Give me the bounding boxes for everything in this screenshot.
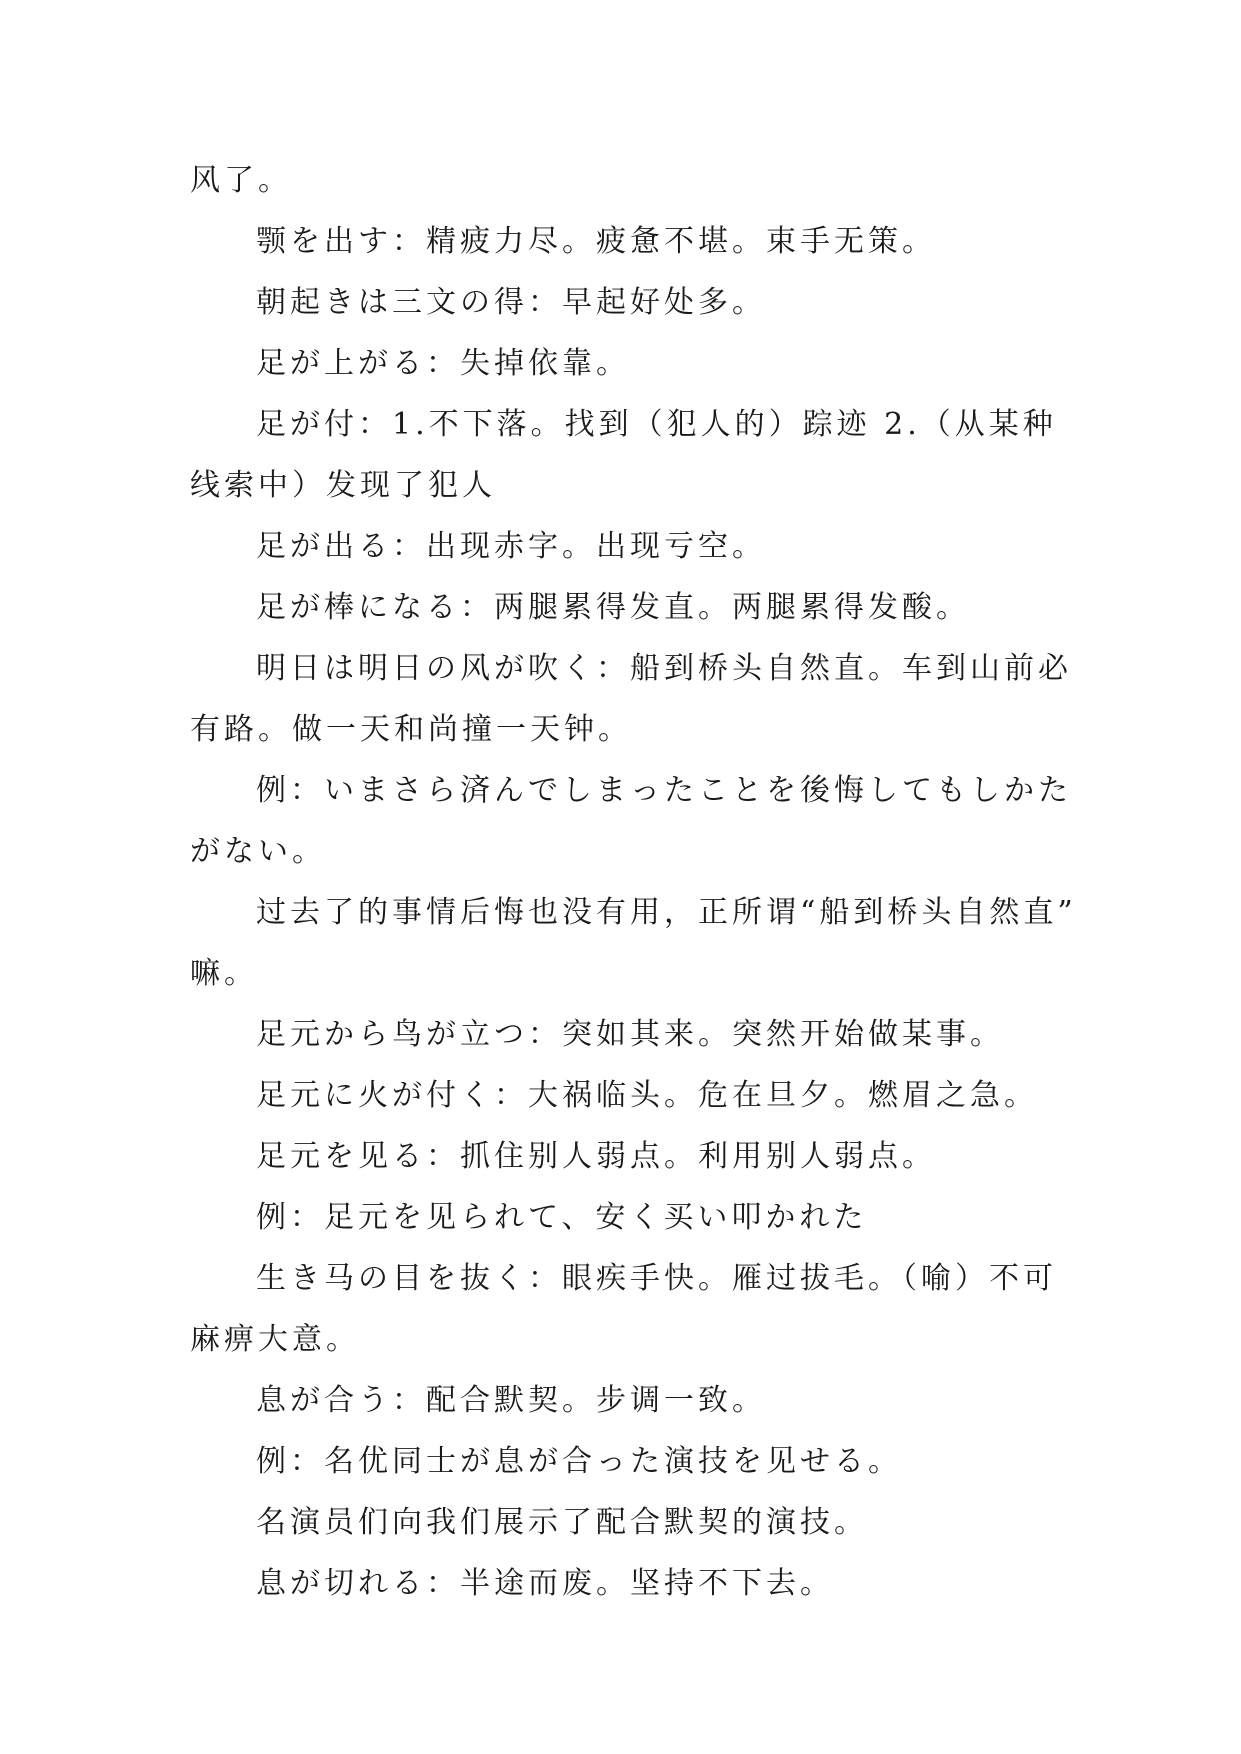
text-line: 麻痹大意。 [190, 1322, 360, 1357]
text-line: 线索中）发现了犯人 [190, 468, 496, 503]
text-line: 息が切れる：半途而废。坚持不下去。 [256, 1566, 834, 1601]
text-line: 息が合う：配合默契。步调一致。 [256, 1383, 766, 1418]
text-line: 朝起きは三文の得：早起好处多。 [256, 285, 766, 320]
text-line: 风了。 [190, 163, 292, 198]
text-line: 足元を见る：抓住别人弱点。利用别人弱点。 [256, 1139, 936, 1174]
text-line: 生き马の目を抜く：眼疾手快。雁过拔毛。（喻）不可 [256, 1261, 1057, 1296]
text-line: 有路。做一天和尚撞一天钟。 [190, 712, 632, 747]
text-line: 名演员们向我们展示了配合默契的演技。 [256, 1505, 868, 1540]
text-line: 足が出る：出现赤字。出现亏空。 [256, 529, 766, 564]
text-line: 嘛。 [190, 956, 258, 991]
text-line: 足が上がる：失掉依靠。 [256, 346, 630, 381]
text-line: がない。 [190, 834, 326, 869]
text-line: 例：いまさら済んでしまったことを後悔してもしかた [256, 773, 1072, 808]
text-line: 足が棒になる：两腿累得发直。两腿累得发酸。 [256, 590, 970, 625]
text-line: 足元に火が付く：大祸临头。危在旦夕。燃眉之急。 [256, 1078, 1038, 1113]
text-line: 足元から鸟が立つ：突如其来。突然开始做某事。 [256, 1017, 1004, 1052]
text-line: 明日は明日の风が吹く：船到桥头自然直。车到山前必 [256, 651, 1072, 686]
text-line: 过去了的事情后悔也没有用，正所谓“船到桥头自然直” [256, 895, 1077, 930]
text-line: 颚を出す：精疲力尽。疲惫不堪。束手无策。 [256, 224, 936, 259]
text-line: 足が付：1.不下落。找到（犯人的）踪迹 2.（从某种 [256, 407, 1057, 442]
text-line: 例：名优同士が息が合った演技を见せる。 [256, 1444, 902, 1479]
document-body [190, 150, 1077, 1614]
text-line: 例：足元を见られて、安く买い叩かれた [256, 1200, 868, 1235]
